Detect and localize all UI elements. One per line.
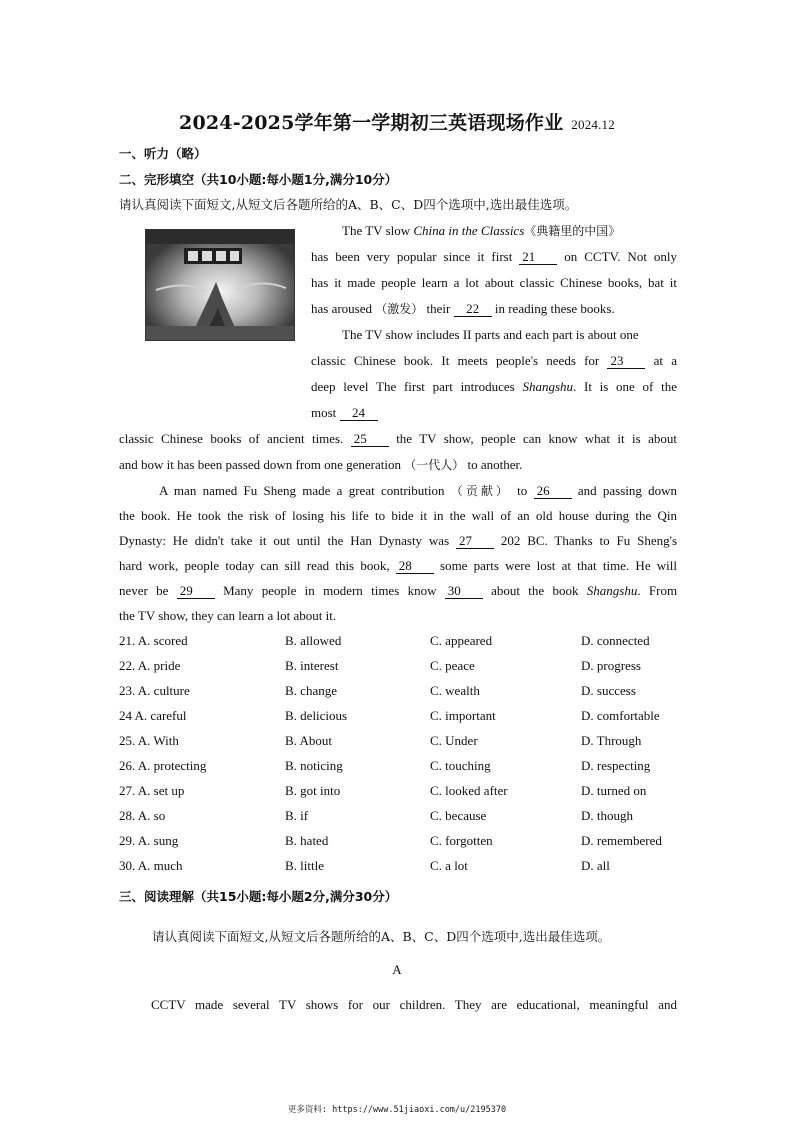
reading-instruction: 请认真阅读下面短文,从短文后各题所给的A、B、C、D四个选项中,选出最佳选项。 xyxy=(152,929,611,944)
option-row xyxy=(119,783,679,799)
blank-30[interactable]: 30 xyxy=(445,584,483,599)
passage-line-2: has been very popular since it first 21 on CCTV. Not only xyxy=(311,249,678,264)
option-row xyxy=(119,858,679,874)
option-row xyxy=(119,758,679,774)
passage-line-11: A man named Fu Sheng made a great contribution （贡献） to 26 and passing down xyxy=(159,483,678,498)
option-b[interactable]: B. noticing xyxy=(285,758,343,773)
passage-line-15: never be 29 Many people in modern times know 30 about the book Shangshu. From xyxy=(119,583,678,598)
option-row xyxy=(119,733,679,749)
page-title xyxy=(0,108,794,135)
option-row xyxy=(119,808,679,824)
option-b[interactable]: B. allowed xyxy=(285,633,342,648)
blank-23[interactable]: 23 xyxy=(607,354,645,369)
option-c[interactable]: C. important xyxy=(430,708,496,723)
blank-26[interactable]: 26 xyxy=(534,484,572,499)
title-date: 2024.12 xyxy=(571,117,615,132)
blank-25[interactable]: 25 xyxy=(351,432,389,447)
passage-line-6: classic Chinese book. It meets people's needs for 23 at a xyxy=(311,353,678,368)
blank-29[interactable]: 29 xyxy=(177,584,215,599)
passage-line-16: the TV show, they can learn a lot about it. xyxy=(119,608,337,623)
title-text: 2024-2025学年第一学期初三英语现场作业 xyxy=(179,112,564,134)
option-d[interactable]: D. though xyxy=(581,808,633,823)
passage-line-3: has it made people learn a lot about classic Chinese books, bat it xyxy=(311,275,677,290)
option-a[interactable]: 30. A. much xyxy=(119,858,183,873)
blank-24[interactable]: 24 xyxy=(340,406,378,421)
option-a[interactable]: 27. A. set up xyxy=(119,783,185,798)
passage-line-1: The TV slow China in the Classics《典籍里的中国》 xyxy=(342,223,621,238)
option-c[interactable]: C. forgotten xyxy=(430,833,493,848)
option-a[interactable]: 21. A. scored xyxy=(119,633,188,648)
option-a[interactable]: 28. A. so xyxy=(119,808,166,823)
passage-line-9: classic Chinese books of ancient times. 25 the TV show, people can know what it is about xyxy=(119,431,678,446)
passage-line-5: The TV show includes II parts and each part is about one xyxy=(342,327,639,342)
option-d[interactable]: D. comfortable xyxy=(581,708,660,723)
cloze-instruction: 请认真阅读下面短文,从短文后各题所给的A、B、C、D四个选项中,选出最佳选项。 xyxy=(119,197,578,212)
option-d[interactable]: D. Through xyxy=(581,733,642,748)
tv-show-illustration xyxy=(145,229,295,341)
option-row xyxy=(119,708,679,724)
option-b[interactable]: B. hated xyxy=(285,833,329,848)
option-c[interactable]: C. looked after xyxy=(430,783,508,798)
section-cloze: 二、完形填空（共10小题:每小题1分,满分10分） xyxy=(119,172,398,187)
option-d[interactable]: D. respecting xyxy=(581,758,651,773)
option-c[interactable]: C. appeared xyxy=(430,633,493,648)
section-reading: 三、阅读理解（共15小题:每小题2分,满分30分） xyxy=(119,889,398,904)
passage-line-4: has aroused （激发） their 22 in reading these books. xyxy=(311,301,615,316)
passage-line-12: the book. He took the risk of losing his life to bide it in the wall of an old house during the Qin xyxy=(119,508,677,523)
option-a[interactable]: 24 A. careful xyxy=(119,708,187,723)
option-b[interactable]: B. About xyxy=(285,733,332,748)
option-b[interactable]: B. delicious xyxy=(285,708,348,723)
option-c[interactable]: C. wealth xyxy=(430,683,480,698)
option-row xyxy=(119,683,679,699)
passage-a-label: A xyxy=(392,962,402,977)
passage-line-13: Dynasty: He didn't take it out until the Han Dynasty was 27 202 BC. Thanks to Fu Sheng's xyxy=(119,533,678,548)
option-c[interactable]: C. touching xyxy=(430,758,491,773)
option-d[interactable]: D. all xyxy=(581,858,610,873)
option-row xyxy=(119,633,679,649)
option-d[interactable]: D. remembered xyxy=(581,833,662,848)
option-a[interactable]: 25. A. With xyxy=(119,733,179,748)
option-d[interactable]: D. progress xyxy=(581,658,641,673)
option-row xyxy=(119,658,679,674)
passage-line-10: and bow it has been passed down from one generation （一代人） to another. xyxy=(119,457,523,472)
option-row xyxy=(119,833,679,849)
option-d[interactable]: D. turned on xyxy=(581,783,647,798)
option-a[interactable]: 22. A. pride xyxy=(119,658,181,673)
option-c[interactable]: C. peace xyxy=(430,658,475,673)
footer-link[interactable]: 更多资料: https://www.51jiaoxi.com/u/2195370 xyxy=(287,1105,507,1115)
illustration-svg xyxy=(146,230,295,341)
option-c[interactable]: C. because xyxy=(430,808,487,823)
blank-27[interactable]: 27 xyxy=(456,534,494,549)
blank-21[interactable]: 21 xyxy=(519,250,557,265)
passage-a-line-1: CCTV made several TV shows for our children. They are educational, meaningful and xyxy=(151,997,677,1012)
section-listening: 一、听力（略） xyxy=(119,146,207,161)
passage-line-8: most 24 xyxy=(311,405,677,421)
option-a[interactable]: 23. A. culture xyxy=(119,683,190,698)
passage-line-7: deep level The first part introduces Shangshu. It is one of the xyxy=(311,379,677,394)
option-d[interactable]: D. success xyxy=(581,683,636,698)
blank-28[interactable]: 28 xyxy=(396,559,434,574)
option-b[interactable]: B. if xyxy=(285,808,309,823)
option-c[interactable]: C. Under xyxy=(430,733,478,748)
option-a[interactable]: 29. A. sung xyxy=(119,833,179,848)
option-b[interactable]: B. change xyxy=(285,683,337,698)
option-d[interactable]: D. connected xyxy=(581,633,650,648)
passage-line-14: hard work, people today can sill read this book, 28 some parts were lost at that time. He will xyxy=(119,558,678,573)
blank-22[interactable]: 22 xyxy=(454,302,492,317)
option-a[interactable]: 26. A. protecting xyxy=(119,758,207,773)
option-b[interactable]: B. interest xyxy=(285,658,339,673)
option-c[interactable]: C. a lot xyxy=(430,858,468,873)
option-b[interactable]: B. got into xyxy=(285,783,341,798)
option-b[interactable]: B. little xyxy=(285,858,324,873)
